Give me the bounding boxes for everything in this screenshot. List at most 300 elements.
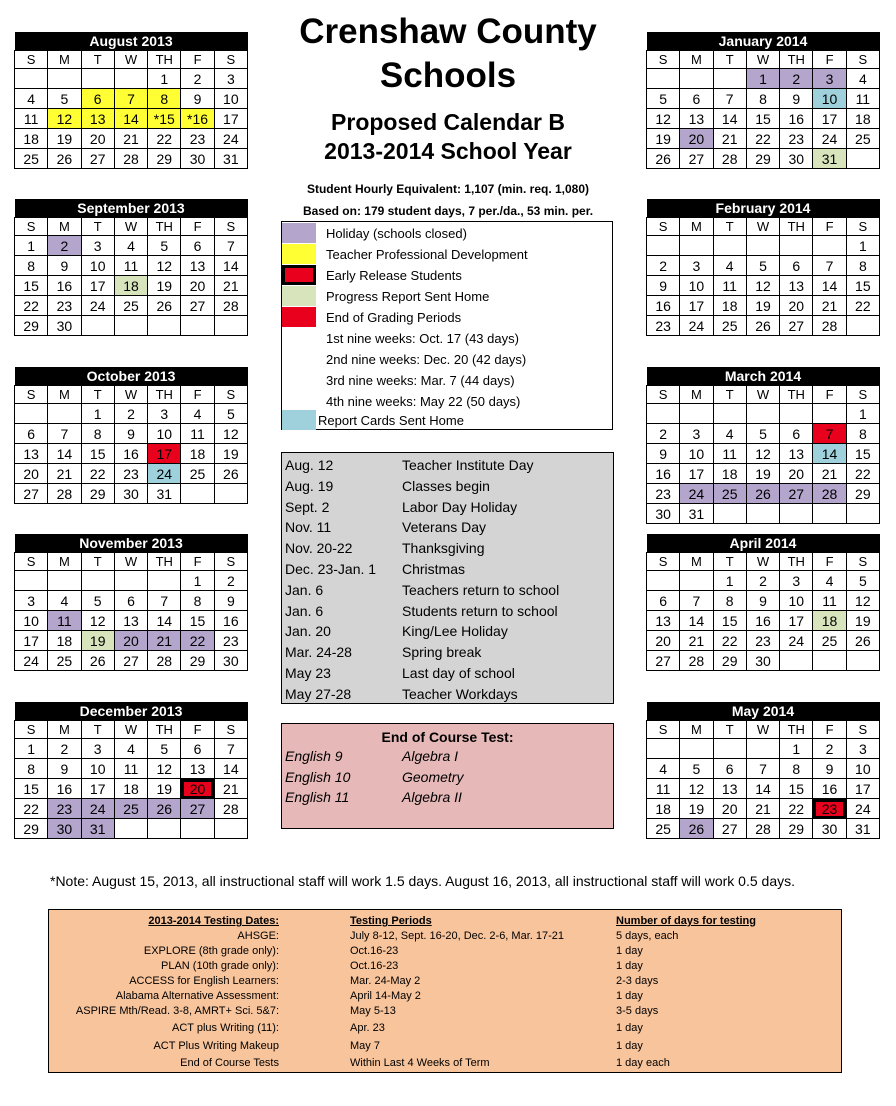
- empty-cell: [846, 149, 879, 169]
- day-cell: 6: [15, 424, 48, 444]
- day-cell: 10: [148, 424, 181, 444]
- day-cell: 27: [81, 149, 114, 169]
- day-header: S: [846, 553, 879, 571]
- day-cell: 7: [813, 424, 846, 444]
- day-cell: 29: [846, 484, 879, 504]
- day-cell: 28: [813, 316, 846, 336]
- week-row: [15, 739, 248, 759]
- day-cell: 23: [647, 316, 680, 336]
- day-cell: 5: [214, 404, 247, 424]
- day-cell: 16: [647, 296, 680, 316]
- day-cell: 3: [81, 236, 114, 256]
- day-cell: 24: [15, 651, 48, 671]
- test-name: ACCESS for English Learners:: [129, 975, 279, 987]
- teacher-swatch: [282, 244, 316, 264]
- week-row: [647, 631, 880, 651]
- day-header: TH: [780, 51, 813, 69]
- event-description: Teacher Workdays: [402, 685, 518, 702]
- eoc-subject: Algebra I: [402, 748, 459, 764]
- day-cell: 18: [846, 109, 879, 129]
- day-cell: 8: [148, 89, 181, 109]
- day-cell: 18: [15, 129, 48, 149]
- empty-cell: [713, 236, 746, 256]
- test-days: 1 day: [616, 960, 643, 972]
- day-cell: 15: [846, 276, 879, 296]
- test-period: May 7: [350, 1040, 380, 1052]
- day-cell: 30: [48, 819, 81, 839]
- empty-cell: [746, 404, 779, 424]
- day-cell: 21: [713, 129, 746, 149]
- day-cell: 23: [48, 296, 81, 316]
- week-row: [647, 296, 880, 316]
- day-header-row: [15, 721, 248, 739]
- event-description: Students return to school: [402, 602, 558, 619]
- day-cell: 24: [214, 129, 247, 149]
- week-row: [647, 236, 880, 256]
- event-description: Labor Day Holiday: [402, 498, 518, 515]
- month-title: November 2013: [15, 534, 248, 553]
- day-cell: 4: [813, 571, 846, 591]
- day-cell: 19: [148, 779, 181, 799]
- day-cell: 16: [48, 276, 81, 296]
- day-header: T: [81, 553, 114, 571]
- day-header-row: [647, 386, 880, 404]
- day-cell: 19: [746, 296, 779, 316]
- empty-cell: [148, 819, 181, 839]
- week-row: [15, 316, 248, 336]
- day-cell: 5: [680, 759, 713, 779]
- calendar-subtitle: Proposed Calendar B: [331, 109, 565, 135]
- day-header: S: [15, 386, 48, 404]
- day-header-row: [15, 218, 248, 236]
- day-cell: 20: [181, 276, 214, 296]
- day-cell: 26: [746, 484, 779, 504]
- day-cell: 13: [81, 109, 114, 129]
- day-cell: 20: [780, 464, 813, 484]
- day-header: S: [647, 553, 680, 571]
- week-row: [647, 651, 880, 671]
- week-row: [15, 276, 248, 296]
- event-row: [285, 684, 611, 705]
- day-cell: 11: [647, 779, 680, 799]
- event-date: Dec. 23-Jan. 1: [285, 561, 377, 577]
- calendar-aug: [14, 32, 248, 169]
- day-cell: 23: [214, 631, 247, 651]
- day-cell: 18: [114, 779, 147, 799]
- day-cell: 9: [813, 759, 846, 779]
- test-period: July 8-12, Sept. 16-20, Dec. 2-6, Mar. 17-21: [350, 930, 565, 942]
- test-days: 1 day: [616, 1040, 643, 1052]
- legend-nine3: [282, 370, 612, 390]
- day-header: M: [680, 51, 713, 69]
- event-description: Last day of school: [402, 665, 515, 681]
- empty-cell: [647, 739, 680, 759]
- day-cell: 28: [214, 799, 247, 819]
- day-header: T: [713, 553, 746, 571]
- day-cell: 10: [680, 444, 713, 464]
- day-cell: 3: [680, 256, 713, 276]
- empty-cell: [214, 484, 247, 504]
- week-row: [15, 256, 248, 276]
- day-cell: 14: [214, 759, 247, 779]
- day-cell: 2: [181, 69, 214, 89]
- event-description: Spring break: [402, 644, 482, 661]
- day-cell: 8: [713, 591, 746, 611]
- event-date: Sept. 2: [285, 498, 330, 515]
- day-cell: 14: [680, 611, 713, 631]
- test-period: April 14-May 2: [350, 990, 421, 1002]
- school-name-line1: Crenshaw County: [299, 12, 597, 51]
- day-cell: 17: [15, 631, 48, 651]
- day-cell: 12: [148, 256, 181, 276]
- month-title: March 2014: [647, 367, 880, 386]
- legend-grading-label: End of Grading Periods: [326, 310, 462, 325]
- day-cell: 26: [214, 464, 247, 484]
- progress-swatch: [282, 286, 316, 306]
- end-of-course-box: [281, 723, 614, 829]
- day-cell: 4: [15, 89, 48, 109]
- day-cell: 7: [813, 256, 846, 276]
- week-row: [15, 129, 248, 149]
- test-days: 1 day: [616, 1022, 643, 1034]
- day-header: S: [15, 553, 48, 571]
- day-header: S: [214, 51, 247, 69]
- event-date: Nov. 20-22: [285, 540, 353, 557]
- week-row: [647, 571, 880, 591]
- day-cell: 26: [846, 631, 879, 651]
- day-cell: 18: [647, 799, 680, 819]
- day-cell: 29: [15, 819, 48, 839]
- day-cell: 5: [746, 424, 779, 444]
- day-header: TH: [148, 553, 181, 571]
- test-name: EXPLORE (8th grade only):: [143, 945, 279, 957]
- testing-header-days: Number of days for testing: [616, 915, 756, 927]
- empty-cell: [780, 404, 813, 424]
- event-row: [285, 642, 611, 663]
- day-cell: 23: [181, 129, 214, 149]
- event-description: Veterans Day: [402, 519, 487, 536]
- day-header-row: [15, 553, 248, 571]
- test-name: ASPIRE Mth/Read. 3-8, AMRT+ Sci. 5&7:: [75, 1005, 279, 1017]
- month-title: October 2013: [15, 367, 248, 386]
- day-cell: 31: [813, 149, 846, 169]
- day-cell: 12: [846, 591, 879, 611]
- day-cell: 1: [713, 571, 746, 591]
- day-cell: 4: [114, 739, 147, 759]
- day-header: M: [48, 721, 81, 739]
- day-cell: 25: [114, 296, 147, 316]
- week-row: [15, 424, 248, 444]
- day-cell: 20: [15, 464, 48, 484]
- day-cell: 28: [148, 651, 181, 671]
- week-row: [15, 779, 248, 799]
- day-header: TH: [780, 218, 813, 236]
- day-header: S: [15, 721, 48, 739]
- day-header: TH: [780, 721, 813, 739]
- day-cell: 27: [181, 799, 214, 819]
- calendar-nov: [14, 534, 248, 671]
- day-header: TH: [148, 218, 181, 236]
- day-cell: 13: [713, 779, 746, 799]
- day-cell: 15: [713, 611, 746, 631]
- calendar-oct: [14, 367, 248, 504]
- day-cell: 27: [713, 819, 746, 839]
- day-cell: 3: [81, 739, 114, 759]
- day-cell: 13: [114, 611, 147, 631]
- day-cell: 28: [214, 296, 247, 316]
- event-row: [285, 497, 611, 518]
- week-row: [15, 236, 248, 256]
- day-header: S: [647, 386, 680, 404]
- day-cell: 22: [15, 799, 48, 819]
- day-cell: 23: [746, 631, 779, 651]
- day-cell: 10: [15, 611, 48, 631]
- day-header: T: [81, 218, 114, 236]
- day-cell: 22: [780, 799, 813, 819]
- day-cell: 20: [647, 631, 680, 651]
- day-cell: 31: [81, 819, 114, 839]
- testing-row: [49, 990, 841, 1005]
- day-cell: 2: [813, 739, 846, 759]
- testing-row: [49, 960, 841, 975]
- week-row: [647, 759, 880, 779]
- day-cell: 30: [48, 316, 81, 336]
- day-cell: 9: [746, 591, 779, 611]
- day-cell: 26: [746, 316, 779, 336]
- day-cell: 24: [813, 129, 846, 149]
- day-cell: 22: [181, 631, 214, 651]
- day-cell: 19: [846, 611, 879, 631]
- test-period: Within Last 4 Weeks of Term: [350, 1057, 490, 1069]
- testing-row: [49, 930, 841, 945]
- empty-cell: [114, 571, 147, 591]
- day-cell: 21: [148, 631, 181, 651]
- day-cell: 11: [15, 109, 48, 129]
- month-title: December 2013: [15, 702, 248, 721]
- testing-row: [49, 945, 841, 960]
- day-cell: 26: [148, 799, 181, 819]
- eoc-subject: English 10: [285, 768, 351, 785]
- day-cell: 2: [780, 69, 813, 89]
- day-cell: 11: [114, 759, 147, 779]
- day-cell: 30: [181, 149, 214, 169]
- day-cell: 28: [813, 484, 846, 504]
- day-cell: 19: [81, 631, 114, 651]
- day-cell: 16: [48, 779, 81, 799]
- day-cell: 31: [680, 504, 713, 524]
- empty-cell: [114, 819, 147, 839]
- day-cell: 9: [780, 89, 813, 109]
- day-cell: 3: [148, 404, 181, 424]
- empty-cell: [181, 484, 214, 504]
- school-year: 2013-2014 School Year: [324, 138, 572, 164]
- day-cell: 21: [680, 631, 713, 651]
- day-cell: 27: [680, 149, 713, 169]
- empty-cell: [846, 316, 879, 336]
- event-description: Teacher Institute Day: [402, 457, 534, 473]
- day-cell: 9: [48, 759, 81, 779]
- empty-cell: [813, 236, 846, 256]
- day-cell: 25: [713, 484, 746, 504]
- day-cell: 7: [713, 89, 746, 109]
- day-cell: 17: [148, 444, 181, 464]
- day-cell: 6: [181, 236, 214, 256]
- day-cell: 25: [846, 129, 879, 149]
- calendar-dec: [14, 702, 248, 839]
- event-date: Jan. 6: [285, 581, 324, 598]
- day-cell: 5: [746, 256, 779, 276]
- week-row: [15, 404, 248, 424]
- empty-cell: [780, 236, 813, 256]
- grading-swatch: [282, 307, 316, 327]
- day-header: F: [181, 721, 214, 739]
- day-header: W: [114, 218, 147, 236]
- eoc-subject: Algebra II: [402, 789, 462, 805]
- day-header: F: [813, 51, 846, 69]
- day-header-row: [647, 218, 880, 236]
- day-cell: 27: [780, 316, 813, 336]
- test-period: May 5-13: [350, 1005, 396, 1017]
- day-cell: 13: [780, 444, 813, 464]
- day-cell: 18: [713, 464, 746, 484]
- event-date: Aug. 12: [285, 457, 334, 473]
- day-cell: 6: [780, 424, 813, 444]
- month-title: April 2014: [647, 534, 880, 553]
- day-cell: 22: [846, 296, 879, 316]
- month-title: February 2014: [647, 199, 880, 218]
- day-cell: 11: [713, 444, 746, 464]
- day-header: S: [846, 721, 879, 739]
- day-cell: 12: [647, 109, 680, 129]
- day-cell: 28: [746, 819, 779, 839]
- week-row: [15, 89, 248, 109]
- test-name: Alabama Alternative Assessment:: [115, 990, 279, 1002]
- eoc-title: End of Course Test:: [381, 729, 514, 745]
- day-cell: 10: [81, 759, 114, 779]
- day-cell: 16: [214, 611, 247, 631]
- week-row: [15, 819, 248, 839]
- day-cell: 27: [181, 296, 214, 316]
- day-header: S: [15, 51, 48, 69]
- day-header: TH: [148, 386, 181, 404]
- day-cell: 5: [148, 236, 181, 256]
- event-description: Teachers return to school: [402, 581, 560, 598]
- week-row: [647, 256, 880, 276]
- empty-cell: [647, 69, 680, 89]
- legend-progress-label: Progress Report Sent Home: [326, 289, 490, 304]
- empty-cell: [15, 69, 48, 89]
- empty-cell: [813, 651, 846, 671]
- day-cell: 7: [48, 424, 81, 444]
- day-header: M: [48, 386, 81, 404]
- month-title: August 2013: [15, 32, 248, 51]
- day-cell: 4: [713, 424, 746, 444]
- day-header: S: [846, 386, 879, 404]
- legend: [281, 221, 613, 430]
- testing-row: [49, 1057, 841, 1072]
- day-cell: 25: [713, 316, 746, 336]
- day-cell: 20: [81, 129, 114, 149]
- day-cell: 13: [181, 759, 214, 779]
- day-header: W: [746, 553, 779, 571]
- empty-cell: [780, 504, 813, 524]
- day-cell: 22: [713, 631, 746, 651]
- week-row: [15, 149, 248, 169]
- event-description: Thanksgiving: [402, 540, 485, 557]
- test-days: 1 day: [616, 945, 643, 957]
- day-cell: 1: [81, 404, 114, 424]
- empty-cell: [114, 69, 147, 89]
- early-swatch: [282, 265, 316, 285]
- day-cell: 17: [680, 464, 713, 484]
- day-header: F: [181, 553, 214, 571]
- day-cell: 1: [746, 69, 779, 89]
- day-cell: 18: [713, 296, 746, 316]
- day-cell: 21: [214, 276, 247, 296]
- day-cell: 31: [846, 819, 879, 839]
- day-cell: 12: [746, 276, 779, 296]
- day-header: W: [114, 721, 147, 739]
- event-row: [285, 601, 611, 622]
- day-cell: 20: [114, 631, 147, 651]
- day-cell: 25: [647, 819, 680, 839]
- event-date: Aug. 19: [285, 477, 334, 494]
- legend-teacher: [282, 244, 612, 264]
- day-header: W: [114, 386, 147, 404]
- day-cell: 29: [81, 484, 114, 504]
- testing-row: [49, 1005, 841, 1020]
- day-cell: 3: [680, 424, 713, 444]
- day-header: S: [846, 218, 879, 236]
- day-cell: 14: [813, 444, 846, 464]
- day-cell: 4: [846, 69, 879, 89]
- day-cell: 5: [148, 739, 181, 759]
- event-row: [285, 663, 611, 684]
- day-header: W: [114, 553, 147, 571]
- day-cell: 26: [647, 149, 680, 169]
- empty-cell: [647, 571, 680, 591]
- day-cell: 2: [48, 236, 81, 256]
- calendar-sep: [14, 199, 248, 336]
- day-cell: 10: [680, 276, 713, 296]
- day-cell: 6: [114, 591, 147, 611]
- day-cell: 23: [647, 484, 680, 504]
- day-header: T: [81, 721, 114, 739]
- day-header: W: [746, 218, 779, 236]
- day-cell: 25: [15, 149, 48, 169]
- day-cell: *16: [181, 109, 214, 129]
- day-cell: 3: [813, 69, 846, 89]
- calendar-may: [646, 702, 880, 839]
- day-cell: 17: [813, 109, 846, 129]
- legend-nine4: [282, 391, 612, 411]
- day-cell: 30: [813, 819, 846, 839]
- day-cell: 28: [48, 484, 81, 504]
- day-cell: 30: [114, 484, 147, 504]
- event-row: [285, 538, 611, 559]
- week-row: [15, 611, 248, 631]
- day-cell: 29: [15, 316, 48, 336]
- day-header: F: [181, 51, 214, 69]
- week-row: [15, 444, 248, 464]
- day-cell: 7: [214, 739, 247, 759]
- eoc-subject: English 9: [285, 748, 343, 764]
- day-cell: 9: [181, 89, 214, 109]
- day-header: S: [214, 386, 247, 404]
- day-cell: 22: [746, 129, 779, 149]
- day-header: T: [81, 386, 114, 404]
- day-cell: 6: [680, 89, 713, 109]
